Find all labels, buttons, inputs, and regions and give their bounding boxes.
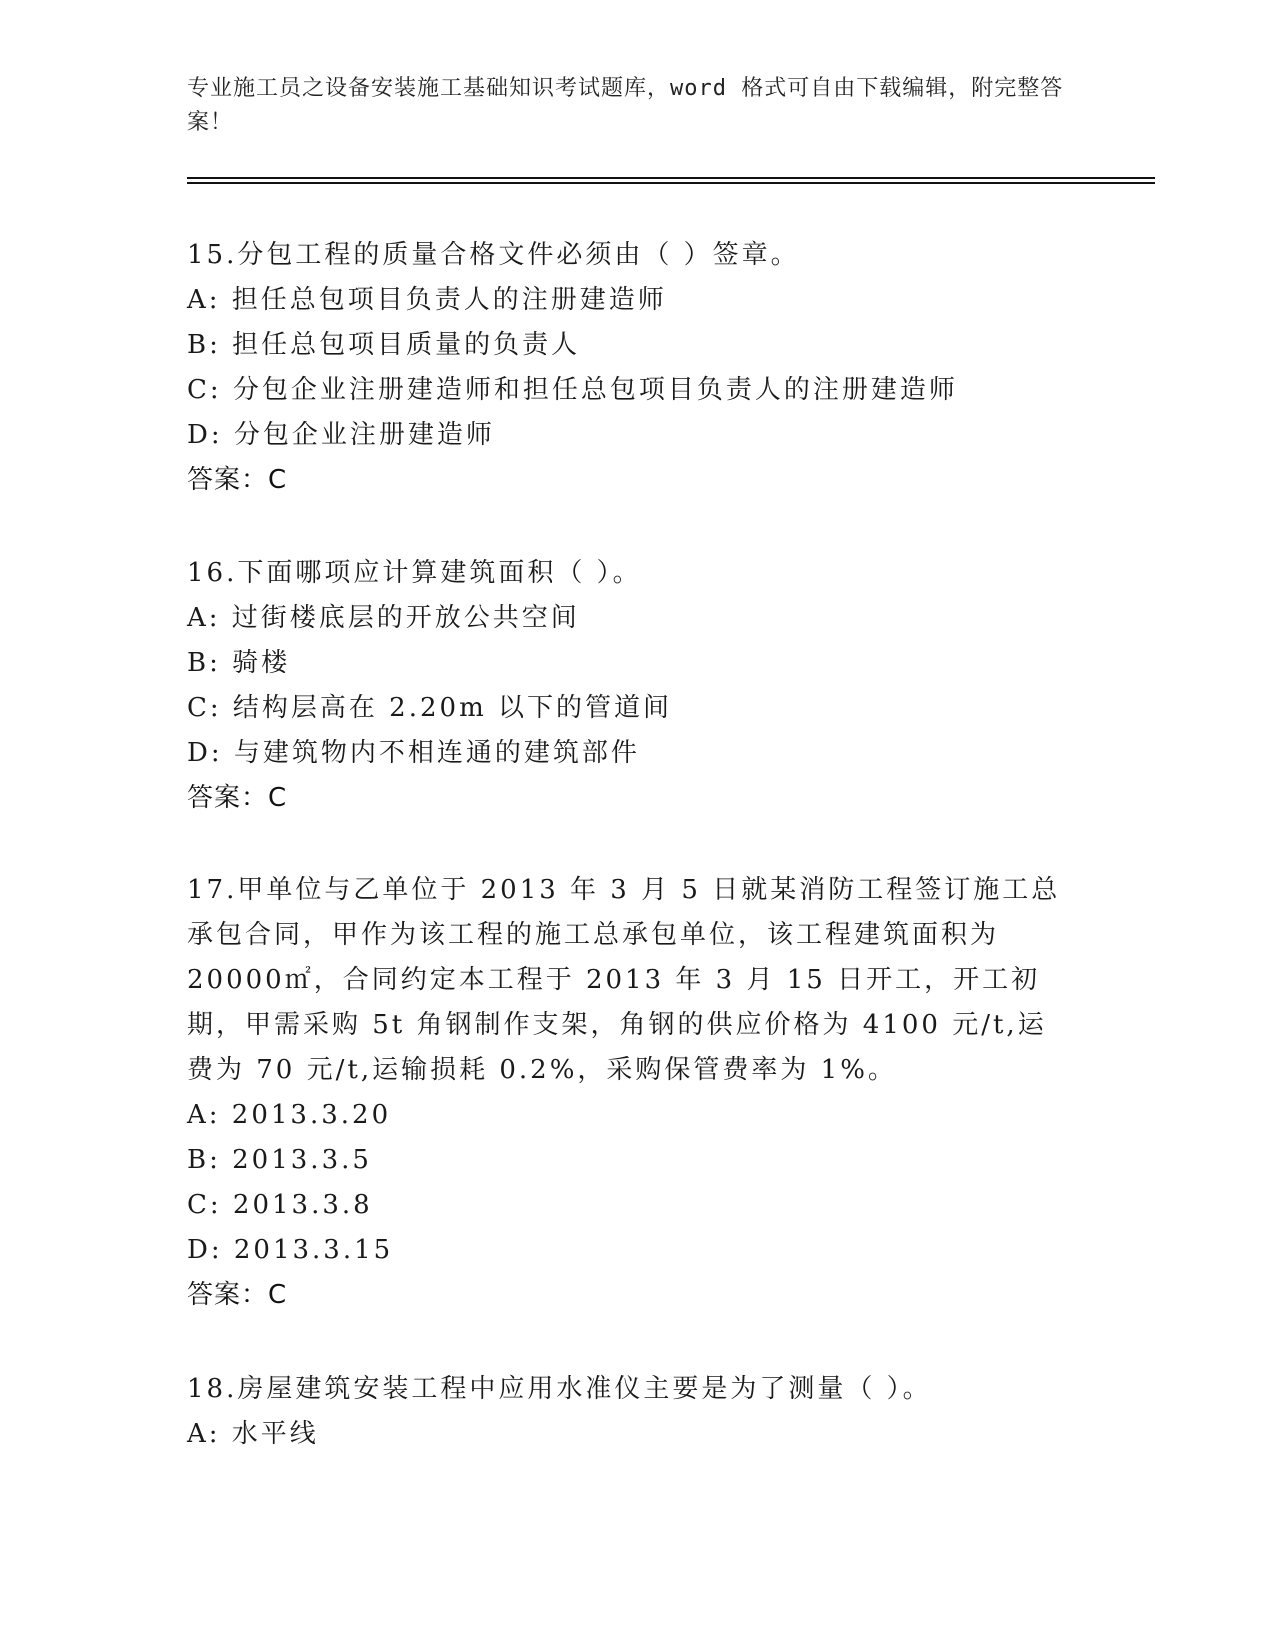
option-a: A: 2013.3.20 xyxy=(187,1100,392,1130)
option-b: B: 骑楼 xyxy=(187,648,291,678)
option-d: D: 分包企业注册建造师 xyxy=(187,420,495,450)
answer-line: 答案：C xyxy=(187,1280,288,1310)
option-a: A: 水平线 xyxy=(187,1419,319,1449)
question-stem: 16.下面哪项应计算建筑面积（ ）。 xyxy=(187,558,642,588)
question-stem: 18.房屋建筑安装工程中应用水准仪主要是为了测量（ ）。 xyxy=(187,1374,932,1404)
question-15 xyxy=(187,233,1067,503)
option-c: C: 2013.3.8 xyxy=(187,1190,373,1220)
question-stem: 17.甲单位与乙单位于 2013 年 3 月 5 日就某消防工程签订施工总承包合同，甲作为该工程的施工总承包单位，该工程建筑面积为 20000㎡，合同约定本工程于 2013 年 3 月 15 日开工，开工初期，甲需采购 5t 角钢制作支架，角钢的供应价格为 4100 元/t,运费为 70 元/t,运输损耗 0.2%，采购保管费率为 1%。 xyxy=(187,875,1061,1085)
option-a: A: 担任总包项目负责人的注册建造师 xyxy=(187,285,667,315)
option-d: D: 与建筑物内不相连通的建筑部件 xyxy=(187,738,640,768)
option-b: B: 2013.3.5 xyxy=(187,1145,372,1175)
question-16 xyxy=(187,551,1067,821)
header-divider-bottom xyxy=(187,182,1155,184)
option-a: A: 过街楼底层的开放公共空间 xyxy=(187,603,580,633)
question-stem: 15.分包工程的质量合格文件必须由（ ）签章。 xyxy=(187,240,800,270)
option-b: B: 担任总包项目质量的负责人 xyxy=(187,330,581,360)
question-18 xyxy=(187,1367,1067,1457)
option-d: D: 2013.3.15 xyxy=(187,1235,394,1265)
header-divider-top xyxy=(187,177,1155,179)
question-17 xyxy=(187,868,1067,1318)
document-header: 专业施工员之设备安装施工基础知识考试题库，word 格式可自由下载编辑，附完整答案！ xyxy=(187,76,1064,135)
answer-line: 答案：C xyxy=(187,783,288,813)
answer-line: 答案：C xyxy=(187,465,288,495)
option-c: C: 结构层高在 2.20m 以下的管道间 xyxy=(187,693,672,723)
option-c: C: 分包企业注册建造师和担任总包项目负责人的注册建造师 xyxy=(187,375,958,405)
